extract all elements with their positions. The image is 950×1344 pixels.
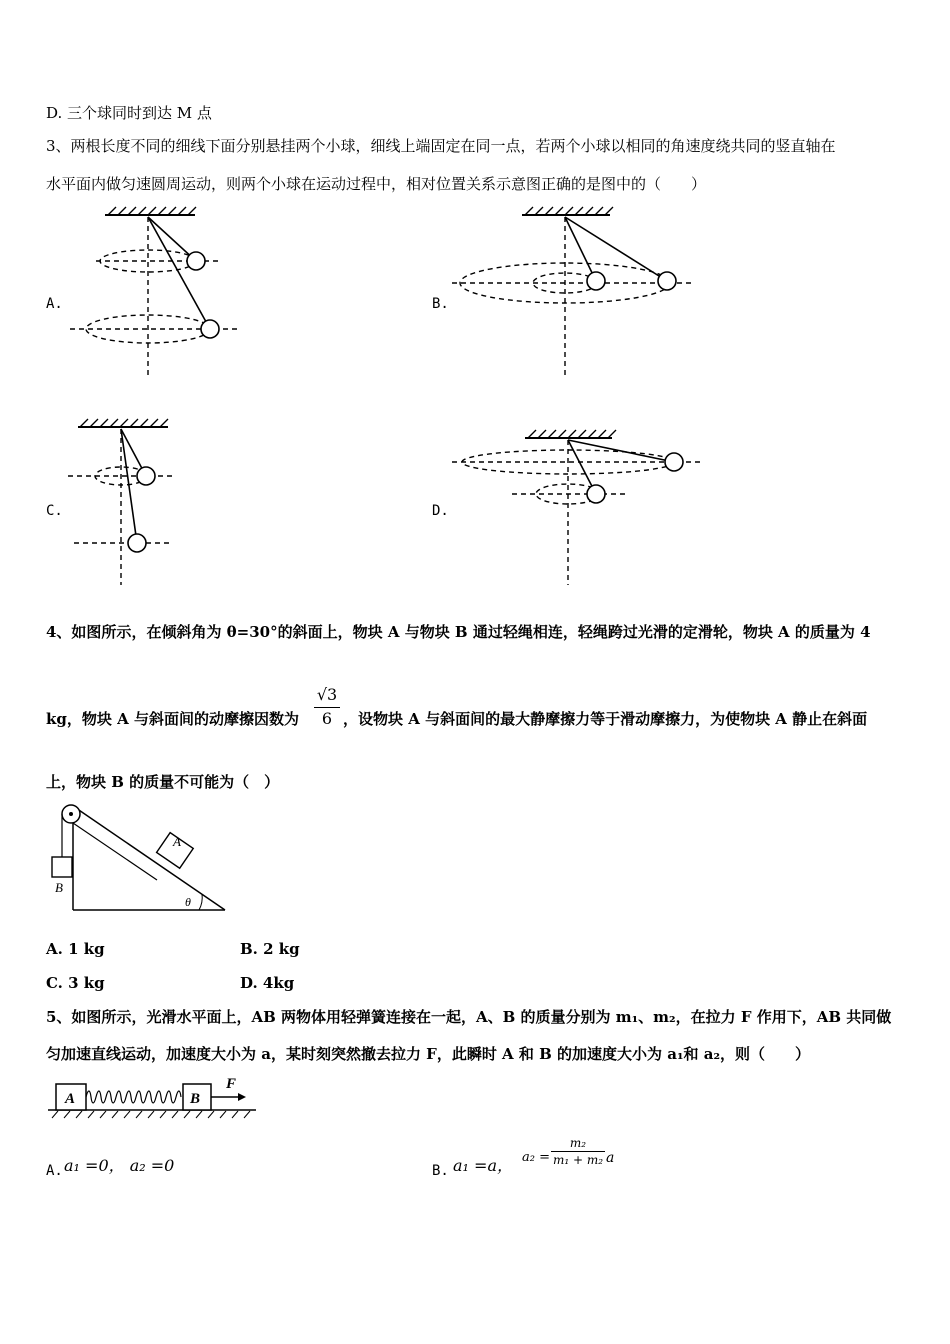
q4-stem-line2b: ，设物块 A 与斜面间的最大静摩擦力等于滑动摩擦力，为使物块 A 静止在斜面 bbox=[343, 710, 868, 728]
q3-figure-d bbox=[452, 420, 712, 590]
q4-mu-fraction bbox=[312, 684, 342, 729]
q4-mu-numerator: √3 bbox=[316, 685, 338, 704]
q3-figure-a bbox=[60, 205, 260, 380]
q3-figure-c bbox=[60, 413, 200, 588]
q4-mu-denominator: 6 bbox=[321, 709, 333, 728]
q4-option-c: C. 3 kg bbox=[46, 974, 105, 992]
q3-label-b: B. bbox=[432, 296, 449, 312]
q5-option-b-fraction bbox=[551, 1135, 605, 1168]
q4-stem-line3: 上，物块 B 的质量不可能为（ ） bbox=[46, 773, 280, 791]
q4-fig-label-a: A bbox=[173, 834, 181, 849]
q4-option-d: D. 4kg bbox=[240, 974, 295, 992]
q5-option-b-numerator: m₂ bbox=[569, 1136, 587, 1150]
q5-fig-label-f: F bbox=[226, 1076, 237, 1092]
q5-spring-figure bbox=[46, 1074, 261, 1122]
q5-option-b-lhs: a₂ = bbox=[522, 1150, 550, 1165]
q2-option-d: D. 三个球同时到达 M 点 bbox=[46, 104, 212, 122]
q5-option-b-tail: a bbox=[606, 1150, 615, 1166]
q4-fig-label-b: B bbox=[55, 880, 63, 895]
q3-figure-b bbox=[452, 205, 702, 380]
q5-option-b-denominator: m₁ + m₂ bbox=[552, 1153, 604, 1167]
q3-stem-line2: 水平面内做匀速圆周运动，则两个小球在运动过程中，相对位置关系示意图正确的是图中的（ ） bbox=[46, 175, 707, 193]
q5-option-b-label: B. bbox=[432, 1163, 449, 1179]
q5-option-a-label: A. bbox=[46, 1163, 63, 1179]
q4-incline-figure bbox=[45, 800, 235, 920]
q5-stem-line2: 匀加速直线运动，加速度大小为 a，某时刻突然撤去拉力 F，此瞬时 A 和 B 的加速度大小为 a₁和 a₂，则（ ） bbox=[46, 1045, 811, 1063]
q3-label-d: D. bbox=[432, 503, 449, 519]
q3-label-c: C. bbox=[46, 503, 63, 519]
q4-option-a: A. 1 kg bbox=[46, 940, 105, 958]
q4-fig-label-theta: θ bbox=[185, 895, 191, 909]
q5-stem-line1: 5、如图所示，光滑水平面上，AB 两物体用轻弹簧连接在一起，A、B 的质量分别为 m₁、m₂，在拉力 F 作用下，AB 共同做 bbox=[46, 1008, 892, 1026]
q5-option-b-expr1: a₁ =a， bbox=[453, 1156, 513, 1175]
q5-option-a-expr: a₁ =0， a₂ =0 bbox=[64, 1156, 175, 1175]
q4-stem-line2a: kg，物块 A 与斜面间的动摩擦因数为 bbox=[46, 710, 299, 728]
q5-fig-label-a: A bbox=[65, 1091, 76, 1107]
q4-stem-line1: 4、如图所示，在倾斜角为 θ=30°的斜面上，物块 A 与物块 B 通过轻绳相连，轻绳跨过光滑的定滑轮，物块 A 的质量为 4 bbox=[46, 623, 871, 641]
q3-label-a: A. bbox=[46, 296, 63, 312]
q5-fig-label-b: B bbox=[190, 1091, 201, 1107]
q3-stem-line1: 3、两根长度不同的细线下面分别悬挂两个小球，细线上端固定在同一点，若两个小球以相同的角速度绕共同的竖直轴在 bbox=[46, 137, 836, 155]
q4-fraction-bar bbox=[314, 707, 340, 708]
q4-option-b: B. 2 kg bbox=[240, 940, 300, 958]
